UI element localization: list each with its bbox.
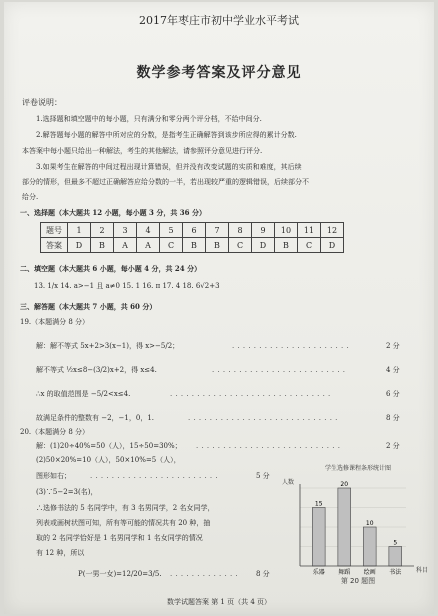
q19-line-2: 解不等式 ½x≤8−(3/2)x+2，得 x≤4.	[36, 366, 157, 374]
q20-line-7: 取的 2 名同学恰好是 1 名男同学和 1 名女同学的情况	[36, 534, 203, 542]
bar-value-label: 10	[365, 520, 374, 527]
answer-cell: D	[68, 238, 91, 253]
score: 8 分	[386, 414, 400, 422]
q20-line-9: P(一男一女)=12/20=3/5.	[78, 570, 162, 578]
answer-cell: B	[91, 238, 114, 253]
q20-line-3: 图形如右；	[36, 472, 71, 480]
q20-line-5: ∴选修书法的 5 名同学中，有 3 名男同学，2 名女同学，	[36, 504, 215, 512]
section3-heading: 三、解答题（本大题共 7 小题，共 60 分）	[20, 302, 157, 311]
q20-title: 20.（本题满分 8 分）	[20, 428, 90, 436]
score: 2 分	[386, 442, 400, 450]
bar-乐器	[312, 508, 325, 567]
category-label: 书法	[389, 569, 402, 576]
question-number: 12	[321, 223, 344, 238]
bar-value-label: 15	[314, 500, 323, 508]
q20-line-6: 列表或画树状图可知，所有等可能的情况共有 20 种，抽	[36, 519, 211, 527]
leader-dots: . . . . . . . . . . . . . . . . . . . . . . . .	[90, 472, 219, 480]
row-label-answer: 答案	[41, 238, 68, 253]
table-row	[41, 238, 344, 253]
section1-heading: 一、选择题（本大题共 12 小题，每小题 3 分，共 36 分）	[20, 208, 206, 217]
score: 6 分	[386, 390, 400, 398]
choice-answer-table	[40, 222, 344, 253]
q20-line-8: 有 12 种，所以	[36, 549, 85, 557]
question-number: 10	[275, 223, 298, 238]
page-footer: 数学试题答案 第 1 页（共 4 页）	[166, 598, 272, 606]
course-bar-chart	[276, 462, 430, 586]
category-label: 绘画	[363, 569, 376, 576]
q19-line-1: 解：解不等式 5x+2>3(x−1)，得 x>−5/2；	[36, 342, 180, 350]
leader-dots: . . . . . . . . . . . . . . . . . . . . . . . . . . . . . .	[170, 390, 331, 398]
section2-heading: 二、填空题（本大题共 6 小题，每小题 4 分，共 24 分）	[20, 264, 202, 273]
note-3a: 3.如果考生在解答的中间过程出现计算错误，但并没有改变试题的实质和难度，其后续	[36, 163, 302, 171]
answer-cell: B	[206, 238, 229, 253]
bar-绘画	[363, 527, 376, 566]
score: 4 分	[386, 366, 400, 374]
leader-dots: . . . . . . . . . . . . . . . . . . . . . .	[232, 342, 350, 350]
answer-cell: C	[160, 238, 183, 253]
q20-line-2: (2)50×20%=10（人），50×10%=5（人），	[36, 456, 181, 464]
leader-dots: . . . . . . . . . . . . . . . . . . . . . . . . . . .	[196, 442, 341, 450]
answer-cell: A	[114, 238, 137, 253]
notes-heading: 评卷说明：	[22, 98, 62, 107]
answer-cell: B	[275, 238, 298, 253]
bar-书法	[389, 547, 402, 567]
question-number: 9	[252, 223, 275, 238]
question-number: 7	[206, 223, 229, 238]
note-2b: 本答案中每小题只给出一种解法，考生的其他解法，请参照评分意见进行评分.	[22, 147, 263, 155]
answer-cell: A	[137, 238, 160, 253]
note-2a: 2.解答题每小题的解答中所对应的分数，是指考生正确解答到该步所应得的累计分数.	[36, 131, 297, 139]
chart-title: 学生选修课程条形统计图	[324, 465, 392, 472]
score: 8 分	[256, 570, 270, 578]
answer-cell: D	[252, 238, 275, 253]
answer-cell: C	[229, 238, 252, 253]
fill-in-answers: 13. 1/x 14. a>−1 且 a≠0 15. 1 16. π 17. 4 18. 6√2+3	[34, 282, 220, 290]
question-number: 6	[183, 223, 206, 238]
bar-value-label: 20	[340, 481, 349, 488]
q19-line-3: ∴x 的取值范围是 −5/2<x≤4.	[36, 390, 131, 398]
answer-cell: B	[183, 238, 206, 253]
q20-line-4: (3)∵5−2=3(名)，	[36, 488, 98, 496]
score: 2 分	[386, 342, 400, 350]
question-number: 3	[114, 223, 137, 238]
leader-dots: . . . . . . . . . . . . .	[170, 570, 239, 578]
note-3c: 给分.	[22, 193, 39, 201]
chart-caption: 第 20 题图	[340, 577, 376, 585]
category-label: 乐器	[312, 569, 325, 576]
chart-ylabel: 人数	[282, 479, 295, 486]
row-label-number: 题号	[41, 223, 68, 238]
category-label: 舞蹈	[338, 569, 351, 576]
question-number: 1	[68, 223, 91, 238]
q20-line-1: 解：(1)20÷40%=50（人），15÷50=30%；	[36, 442, 182, 450]
chart-xlabel: 科目	[416, 567, 429, 574]
question-number: 2	[91, 223, 114, 238]
question-number: 4	[137, 223, 160, 238]
score: 5 分	[256, 472, 270, 480]
q19-line-4: 故满足条件的整数有 −2，−1，0，1.	[36, 414, 154, 422]
document-title: 数学参考答案及评分意见	[136, 65, 302, 81]
leader-dots: . . . . . . . . . . . . . . . . . . . . . . . . . . . .	[188, 414, 338, 422]
answer-cell: C	[298, 238, 321, 253]
bar-舞蹈	[338, 488, 351, 566]
table-row	[41, 223, 344, 238]
question-number: 5	[160, 223, 183, 238]
answer-cell: D	[321, 238, 344, 253]
note-3b: 部分的情形，但最多不超过正确解答应给分数的一半，若出现较严重的逻辑错误，后续部分不	[22, 178, 309, 186]
leader-dots: . . . . . . . . . . . . . . . . . . . . . . . . .	[212, 366, 346, 374]
question-number: 8	[229, 223, 252, 238]
exam-title: 2017年枣庄市初中学业水平考试	[139, 14, 299, 27]
bar-value-label: 5	[393, 539, 398, 547]
question-number: 11	[298, 223, 321, 238]
q19-title: 19.（本题满分 8 分）	[20, 318, 90, 326]
note-1: 1.选择题和填空题中的每小题，只有满分和零分两个评分档，不给中间分.	[36, 115, 262, 123]
